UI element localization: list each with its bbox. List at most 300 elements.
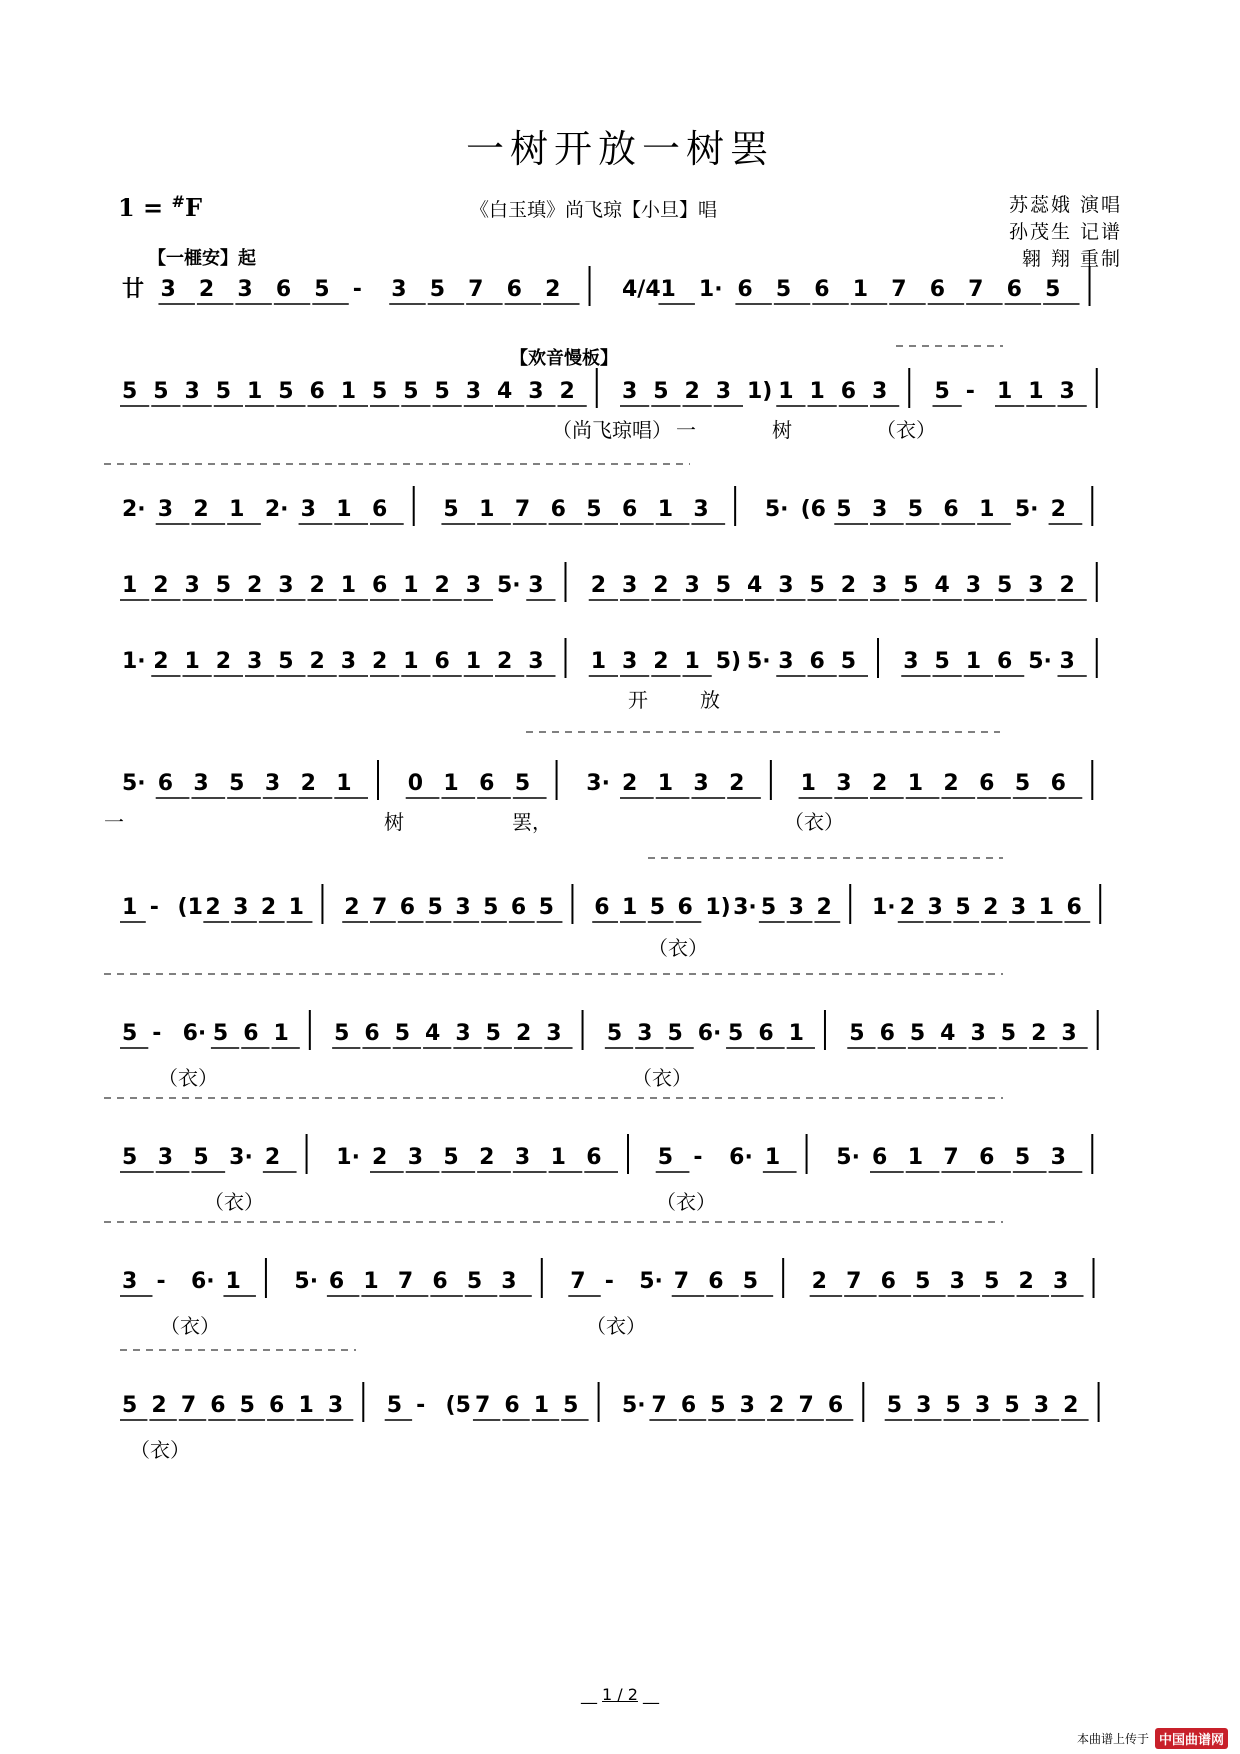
note: 5 — [909, 1021, 926, 1046]
notation-svg — [118, 1130, 1126, 1200]
note: 3 — [514, 1145, 531, 1170]
note: 5 — [394, 1021, 411, 1046]
note: 3 — [778, 573, 794, 598]
note: 6 — [758, 1021, 774, 1046]
note: 6 — [328, 1269, 345, 1294]
note: 2 — [372, 649, 388, 674]
note: 3 — [974, 1393, 991, 1418]
note: 3 — [1028, 573, 1044, 598]
note: 2 — [1050, 497, 1066, 522]
note: 1) — [747, 379, 773, 404]
note: 1 — [907, 1145, 924, 1170]
note: - — [149, 895, 159, 920]
note: 3 — [1010, 895, 1027, 920]
note: 5 — [997, 573, 1013, 598]
note: 3 — [637, 1021, 653, 1046]
note: 5 — [443, 1145, 459, 1170]
note: 3 — [184, 379, 200, 404]
note: (5 — [445, 1393, 471, 1418]
note: 1 — [550, 1145, 566, 1170]
note: 5 — [984, 1269, 1000, 1294]
note: 7 — [968, 277, 984, 302]
note: 5 — [809, 573, 825, 598]
note: 5 — [427, 895, 443, 920]
note: 6 — [809, 649, 825, 674]
lyric: （衣） — [130, 1438, 190, 1462]
note: 3 — [327, 1393, 344, 1418]
note: 1 — [363, 1269, 379, 1294]
note: 6 — [1066, 895, 1082, 920]
note: 3 — [233, 895, 249, 920]
note: 5· — [122, 771, 146, 796]
note: 3 — [157, 497, 174, 522]
note: 1 — [288, 895, 304, 920]
note: 6 — [364, 1021, 380, 1046]
note: 1 — [403, 649, 419, 674]
note: 5 — [122, 1145, 138, 1170]
note: 5 — [429, 277, 446, 302]
note: 2 — [300, 771, 316, 796]
lyric: （衣） — [876, 418, 936, 442]
note: 5 — [563, 1393, 579, 1418]
note: 6 — [479, 771, 495, 796]
notation-line — [118, 756, 1126, 826]
page-title: 一树开放一树罢 — [465, 127, 774, 171]
note: 1 — [465, 649, 482, 674]
note: 1 — [229, 497, 245, 522]
note: 3 — [693, 497, 709, 522]
note: 2 — [653, 573, 669, 598]
note: 5 — [653, 379, 669, 404]
note: 2 — [899, 895, 916, 920]
note: 6 — [872, 1145, 888, 1170]
notation-svg — [118, 634, 1126, 704]
note: 6 — [432, 1269, 448, 1294]
note: 1 — [225, 1269, 241, 1294]
note: 5· — [497, 573, 521, 598]
note: 3 — [300, 497, 316, 522]
note: 1 — [852, 277, 869, 302]
note: 5 — [945, 1393, 961, 1418]
note: 2 — [622, 771, 638, 796]
note: 3 — [1059, 649, 1075, 674]
note: 6 — [997, 649, 1013, 674]
note: 5 — [836, 497, 852, 522]
note: 3 — [247, 649, 263, 674]
note: 4 — [425, 1021, 441, 1046]
key-sharp: # — [171, 192, 185, 211]
note: 5 — [649, 895, 666, 920]
note: - — [416, 1393, 426, 1418]
note: 0 — [407, 771, 424, 796]
note: 3 — [788, 895, 804, 920]
note: 2· — [122, 497, 146, 522]
note: 2· — [264, 497, 289, 522]
note: 5 — [122, 1393, 138, 1418]
credit-transcriber: 孙茂生 记谱 — [1008, 221, 1122, 243]
note: 5 — [907, 497, 924, 522]
note: 6 — [434, 649, 450, 674]
note: 5 — [278, 649, 294, 674]
note: 3 — [949, 1269, 965, 1294]
note: 5 — [1045, 277, 1061, 302]
note: 1 — [340, 379, 357, 404]
note: 7 — [673, 1269, 690, 1294]
note: 6 — [979, 1145, 995, 1170]
lyric: （尚飞琼唱） — [552, 418, 672, 442]
note: 7 — [798, 1393, 814, 1418]
note: 2 — [264, 1145, 281, 1170]
notation-line — [118, 634, 1126, 704]
note: 5 — [434, 379, 450, 404]
note: 6 — [399, 895, 416, 920]
tempo-marker: 【一榧安】起 — [148, 248, 256, 269]
note: 2 — [479, 1145, 495, 1170]
note: 3 — [391, 277, 407, 302]
note: 1 — [788, 1021, 804, 1046]
note: 6 — [372, 573, 388, 598]
note: 6· — [190, 1269, 215, 1294]
note: 5 — [710, 1393, 726, 1418]
note: 2 — [1059, 573, 1075, 598]
note: 5· — [1014, 497, 1039, 522]
note: 2 — [840, 573, 857, 598]
note: 3 — [157, 1145, 174, 1170]
note: 2 — [729, 771, 745, 796]
note: 5 — [278, 379, 294, 404]
note: 6 — [880, 1269, 896, 1294]
note: 1 — [778, 379, 794, 404]
note: 5 — [934, 379, 950, 404]
note: 7 — [397, 1269, 414, 1294]
notation-svg — [118, 756, 1126, 826]
note: 1 — [997, 379, 1013, 404]
notation-svg — [118, 1006, 1126, 1076]
note: 5· — [836, 1145, 860, 1170]
lyric: （衣） — [784, 810, 844, 834]
note: 5 — [915, 1269, 931, 1294]
note: - — [604, 1269, 614, 1294]
note: 2 — [309, 573, 325, 598]
lyric: （衣） — [656, 1190, 716, 1214]
note: 5 — [215, 573, 232, 598]
note: 1 — [1028, 379, 1044, 404]
note: 廿 — [122, 277, 145, 302]
note: 5 — [153, 379, 169, 404]
lyric: 开 — [628, 688, 648, 712]
note: 6 — [814, 277, 830, 302]
note: 6 — [510, 895, 527, 920]
note: 3 — [465, 379, 482, 404]
note: 1 — [247, 379, 263, 404]
note: 5 — [403, 379, 419, 404]
note: 3 — [872, 379, 888, 404]
note: 5 — [122, 1021, 138, 1046]
note: 1 — [965, 649, 982, 674]
note: 3 — [836, 771, 852, 796]
lyric: 罢， — [512, 810, 552, 834]
note: 7 — [570, 1269, 586, 1294]
note: 3 — [1061, 1021, 1077, 1046]
note: 4 — [497, 379, 513, 404]
note: 6 — [269, 1393, 285, 1418]
note: 2 — [515, 1021, 532, 1046]
note: 5 — [334, 1021, 350, 1046]
note: 7 — [514, 497, 531, 522]
note: 5 — [903, 573, 919, 598]
note: 3 — [501, 1269, 517, 1294]
note: 2 — [344, 895, 360, 920]
note: 2 — [198, 277, 215, 302]
note: 7 — [180, 1393, 197, 1418]
note: 1 — [443, 771, 459, 796]
key-prefix: 1 = — [118, 193, 172, 222]
note: 2 — [372, 1145, 388, 1170]
lyric: 一 — [676, 418, 696, 442]
note: 3 — [340, 649, 357, 674]
note: 5· — [764, 497, 789, 522]
note: 3 — [872, 497, 888, 522]
note: 5 — [934, 649, 950, 674]
note: 3 — [927, 895, 943, 920]
note: 3 — [1059, 379, 1075, 404]
note: 1 — [403, 573, 419, 598]
note: 5· — [639, 1269, 663, 1294]
note: 5· — [1028, 649, 1052, 674]
note: 3 — [1033, 1393, 1050, 1418]
note: 6· — [182, 1021, 207, 1046]
lyric: （衣） — [160, 1314, 220, 1338]
note: 3 — [160, 277, 176, 302]
note: 5 — [955, 895, 971, 920]
note: 1 — [657, 497, 674, 522]
note: 1· — [336, 1145, 360, 1170]
note: 6 — [157, 771, 174, 796]
notation-line — [118, 1378, 1126, 1448]
note: 1 — [764, 1145, 781, 1170]
site-footer — [1077, 1728, 1228, 1749]
note: 7 — [468, 277, 484, 302]
note: 2 — [153, 649, 169, 674]
note: 6 — [840, 379, 857, 404]
note: 3 — [739, 1393, 755, 1418]
note: - — [156, 1269, 166, 1294]
note: 1 — [273, 1021, 289, 1046]
note: 2 — [1063, 1393, 1079, 1418]
note: 5) — [715, 649, 742, 674]
note: 2 — [193, 497, 209, 522]
note: 1) — [705, 895, 731, 920]
note: 3 — [455, 895, 471, 920]
note: 1 — [809, 379, 825, 404]
note: 6 — [309, 379, 325, 404]
note: 2 — [260, 895, 277, 920]
note: 5 — [485, 1021, 501, 1046]
note: 7 — [651, 1393, 667, 1418]
note: 6 — [1050, 771, 1066, 796]
note: 5 — [886, 1393, 903, 1418]
lyric: （衣） — [632, 1066, 692, 1090]
note: 1 — [590, 649, 607, 674]
note: 2 — [943, 771, 959, 796]
note: 7 — [943, 1145, 959, 1170]
note: 3 — [465, 573, 482, 598]
note: 2 — [205, 895, 221, 920]
source-line: 《白玉瑱》尚飞琼【小旦】唱 — [470, 199, 718, 221]
note: 6· — [729, 1145, 753, 1170]
note: 3 — [528, 573, 544, 598]
note: 3 — [193, 771, 209, 796]
note: 5 — [760, 895, 777, 920]
note: (6 — [800, 497, 826, 522]
note: - — [693, 1145, 703, 1170]
note: 2 — [247, 573, 263, 598]
credit-singer: 苏蕊娥 演唱 — [1008, 194, 1122, 216]
site-logo: 中国曲谱网 — [1155, 1728, 1228, 1749]
notation-line — [118, 482, 1126, 552]
note: 3 — [455, 1021, 471, 1046]
note: 1 — [684, 649, 700, 674]
note: 4 — [934, 573, 950, 598]
note: 5 — [314, 277, 330, 302]
lyric: （衣） — [158, 1066, 218, 1090]
note: 3 — [528, 379, 544, 404]
note: 2 — [434, 573, 450, 598]
note: 5 — [514, 771, 531, 796]
note: 6 — [622, 497, 638, 522]
note: 3 — [872, 573, 888, 598]
note: 3 — [965, 573, 982, 598]
note: 1 — [1038, 895, 1054, 920]
notation-line — [118, 880, 1126, 950]
note: 5 — [849, 1021, 865, 1046]
note: 1 — [622, 895, 638, 920]
note: 3 — [122, 1269, 138, 1294]
note: 4/4 — [622, 277, 661, 302]
note: 5 — [386, 1393, 403, 1418]
note: 5 — [775, 277, 792, 302]
note: 3 — [916, 1393, 932, 1418]
note: 3 — [715, 379, 732, 404]
upload-text: 本曲谱上传于 — [1076, 1732, 1149, 1746]
note: 1· — [698, 277, 723, 302]
note: - — [965, 379, 975, 404]
note: 5 — [1004, 1393, 1020, 1418]
note: 6· — [697, 1021, 722, 1046]
lyric: （衣） — [204, 1190, 264, 1214]
notation-line — [118, 262, 1126, 332]
key-note: F — [184, 193, 202, 222]
note: 3 — [1053, 1269, 1069, 1294]
note: 2 — [590, 573, 607, 598]
note: 5 — [483, 895, 499, 920]
note: 3 — [237, 277, 253, 302]
note: 5 — [466, 1269, 483, 1294]
note: 5 — [606, 1021, 623, 1046]
note: 6 — [943, 497, 959, 522]
note: 6 — [1006, 277, 1022, 302]
notation-svg — [118, 482, 1126, 552]
note: 2 — [309, 649, 325, 674]
note: 5 — [215, 379, 232, 404]
note: 5 — [193, 1145, 209, 1170]
note: 5 — [1014, 771, 1031, 796]
note: 3 — [622, 649, 638, 674]
notation-line — [118, 1006, 1126, 1076]
note: 3 — [528, 649, 544, 674]
note: 1 — [122, 895, 138, 920]
note: 6 — [372, 497, 388, 522]
note: 5· — [294, 1269, 319, 1294]
note: 3 — [407, 1145, 424, 1170]
note: 5 — [229, 771, 245, 796]
lyric: （衣） — [648, 936, 708, 960]
note: 1 — [979, 497, 995, 522]
note: 1 — [336, 497, 352, 522]
note: 2 — [769, 1393, 785, 1418]
note: 5 — [742, 1269, 759, 1294]
note: 5 — [372, 379, 388, 404]
note: 5 — [1000, 1021, 1017, 1046]
note: 2 — [559, 379, 575, 404]
note: 2 — [872, 771, 888, 796]
note: (1 — [177, 895, 203, 920]
note: 2 — [151, 1393, 167, 1418]
note: 1 — [533, 1393, 550, 1418]
note: 5 — [122, 379, 138, 404]
note: 1 — [907, 771, 924, 796]
note: 6 — [550, 497, 566, 522]
note: 1 — [298, 1393, 314, 1418]
tempo-marker: 【欢音慢板】 — [510, 348, 618, 369]
note: 7 — [474, 1393, 491, 1418]
note: 3· — [229, 1145, 253, 1170]
note: 5· — [622, 1393, 646, 1418]
note: 1 — [340, 573, 357, 598]
note: 2 — [816, 895, 832, 920]
lyric: （衣） — [586, 1314, 646, 1338]
lyric: 树 — [772, 418, 792, 442]
note: 3 — [693, 771, 709, 796]
note: 1 — [479, 497, 495, 522]
note: 2 — [153, 573, 169, 598]
note: 7 — [846, 1269, 862, 1294]
note: 1 — [660, 277, 676, 302]
note: 5 — [667, 1021, 683, 1046]
note: 1· — [122, 649, 146, 674]
note: 1· — [872, 895, 896, 920]
notation-svg — [118, 1378, 1126, 1448]
key-signature — [118, 192, 202, 222]
note: 3 — [184, 573, 200, 598]
note: 6 — [504, 1393, 520, 1418]
note: 3 — [622, 573, 638, 598]
page-number: __ 1 / 2 __ — [580, 1685, 660, 1704]
lyric: 一 — [104, 810, 124, 834]
note: 3 — [1050, 1145, 1066, 1170]
lyric: 放 — [700, 688, 720, 712]
note: 5· — [747, 649, 771, 674]
note: 2 — [545, 277, 561, 302]
note: 7 — [372, 895, 388, 920]
note: 6 — [737, 277, 753, 302]
note: 3 — [970, 1021, 986, 1046]
note: 3 — [278, 573, 294, 598]
note: 2 — [811, 1269, 827, 1294]
note: 6 — [594, 895, 610, 920]
note: 1 — [122, 573, 138, 598]
note: 6 — [586, 1145, 602, 1170]
